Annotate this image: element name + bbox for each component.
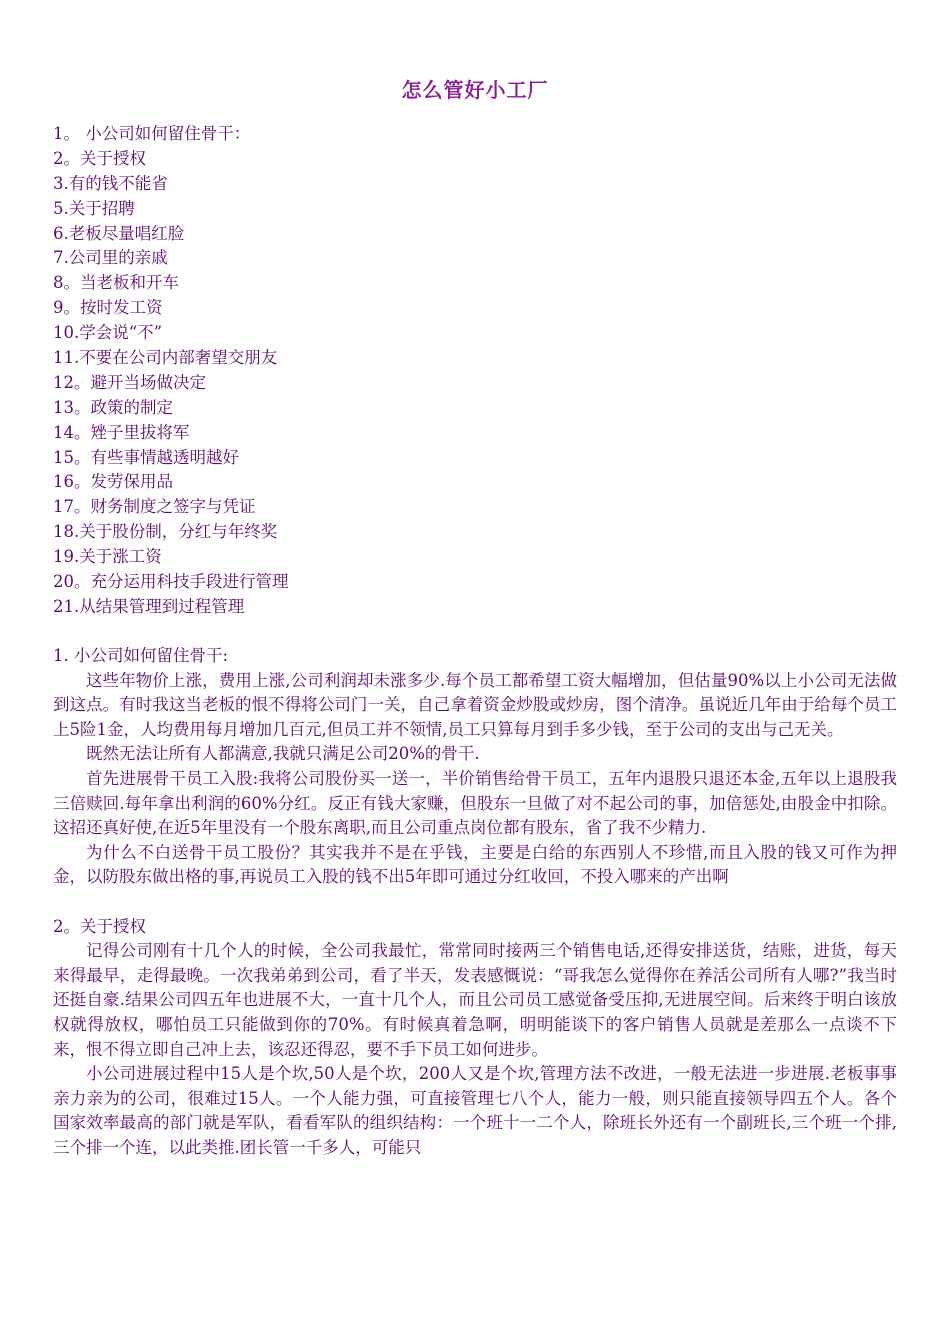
section-paragraph: 小公司进展过程中15人是个坎,50人是个坎，200人又是个坎,管理方法不改进，一般无法进一步进展.老板事事亲力亲为的公司，很难过15人。一个人能力强，可直接管理七八个人，能力一般，则只能直接领导四五个人。各个国家效率最高的部门就是军队，看看军队的组织结构：一个班十一二个人，除班长外还有一个副班长,三个班一个排,三个排一个连，以此类推.团长管一千多人，可能只 <box>53 1064 897 1157</box>
toc-item: 15。有些事情越透明越好 <box>53 447 239 467</box>
section-paragraph: 为什么不白送骨干员工股份？其实我并不是在乎钱，主要是白给的东西别人不珍惜,而且入股的钱又可作为押金，以防股东做出格的事,再说员工入股的钱不出5年即可通过分红收回，不投入哪来的产出啊 <box>53 842 897 887</box>
toc-item: 1。 小公司如何留住骨干： <box>53 124 251 143</box>
toc-item: 9。按时发工资 <box>53 298 163 318</box>
table-of-contents <box>53 122 653 620</box>
section-paragraph: 记得公司刚有十几个人的时候，全公司我最忙，常常同时接两三个销售电话,还得安排送货，结账，进货，每天来得最早，走得最晚。一次我弟弟到公司，看了半天，发表感慨说：“哥我怎么觉得你在养活公司所有人哪?”我当时还挺自豪.结果公司四五年也进展不大，一直十几个人，而且公司员工感觉备受压抑,无进展空间。后来终于明白该放权就得放权，哪怕员工只能做到你的70%。有时候真着急啊，明明能谈下的客户销售人员就是差那么一点谈不下来，恨不得立即自己冲上去，该忍还得忍，要不手下员工如何进步。 <box>53 941 897 1059</box>
document-body <box>53 644 897 1160</box>
toc-item: 7.公司里的亲戚 <box>53 248 168 268</box>
toc-item: 14。矬子里拔将军 <box>53 422 190 442</box>
section-paragraph: 既然无法让所有人都满意,我就只满足公司20%的骨干. <box>86 744 480 764</box>
toc-item: 5.关于招聘 <box>53 198 135 218</box>
section-paragraph: 首先进展骨干员工入股:我将公司股份买一送一，半价销售给骨干员工，五年内退股只退还本金,五年以上退股我三倍赎回.每年拿出利润的60%分红。反正有钱大家赚，但股东一旦做了对不起公司的事，加倍惩处,由股金中扣除。这招还真好使,在近5年里没有一个股东离职,而且公司重点岗位都有股东，省了我不少精力. <box>53 768 897 838</box>
toc-item: 12。避开当场做决定 <box>53 372 206 392</box>
toc-item: 21.从结果管理到过程管理 <box>53 596 245 616</box>
toc-item: 6.老板尽量唱红脸 <box>53 223 185 243</box>
section-heading: 2。关于授权 <box>53 916 146 936</box>
toc-item: 17。财务制度之签字与凭证 <box>53 497 256 517</box>
document-title: 怎么管好小工厂 <box>401 78 549 102</box>
toc-item: 19.关于涨工资 <box>53 547 162 567</box>
section-heading: 1. 小公司如何留住骨干: <box>53 646 229 665</box>
toc-item: 8。当老板和开车 <box>53 273 179 293</box>
paragraph-gap <box>53 890 897 915</box>
toc-item: 3.有的钱不能省 <box>53 173 168 193</box>
toc-item: 13。政策的制定 <box>53 397 173 417</box>
toc-item: 18.关于股份制，分红与年终奖 <box>53 522 278 542</box>
toc-item: 10.学会说“不” <box>53 323 163 343</box>
toc-item: 16。发劳保用品 <box>53 472 173 492</box>
section-paragraph: 这些年物价上涨，费用上涨,公司利润却未涨多少.每个员工都希望工资大幅增加，但估量90%以上小公司无法做到这点。有时我这当老板的恨不得将公司门一关，自己拿着资金炒股或炒房，图个清净。虽说近几年由于给每个员工上5险1金，人均费用每月增加几百元,但员工并不领情,员工只算每月到手多少钱，至于公司的支出与己无关。 <box>53 670 897 739</box>
toc-item: 11.不要在公司内部奢望交朋友 <box>53 348 278 368</box>
toc-item: 2。关于授权 <box>53 148 146 168</box>
toc-item: 20。充分运用科技手段进行管理 <box>53 572 289 592</box>
